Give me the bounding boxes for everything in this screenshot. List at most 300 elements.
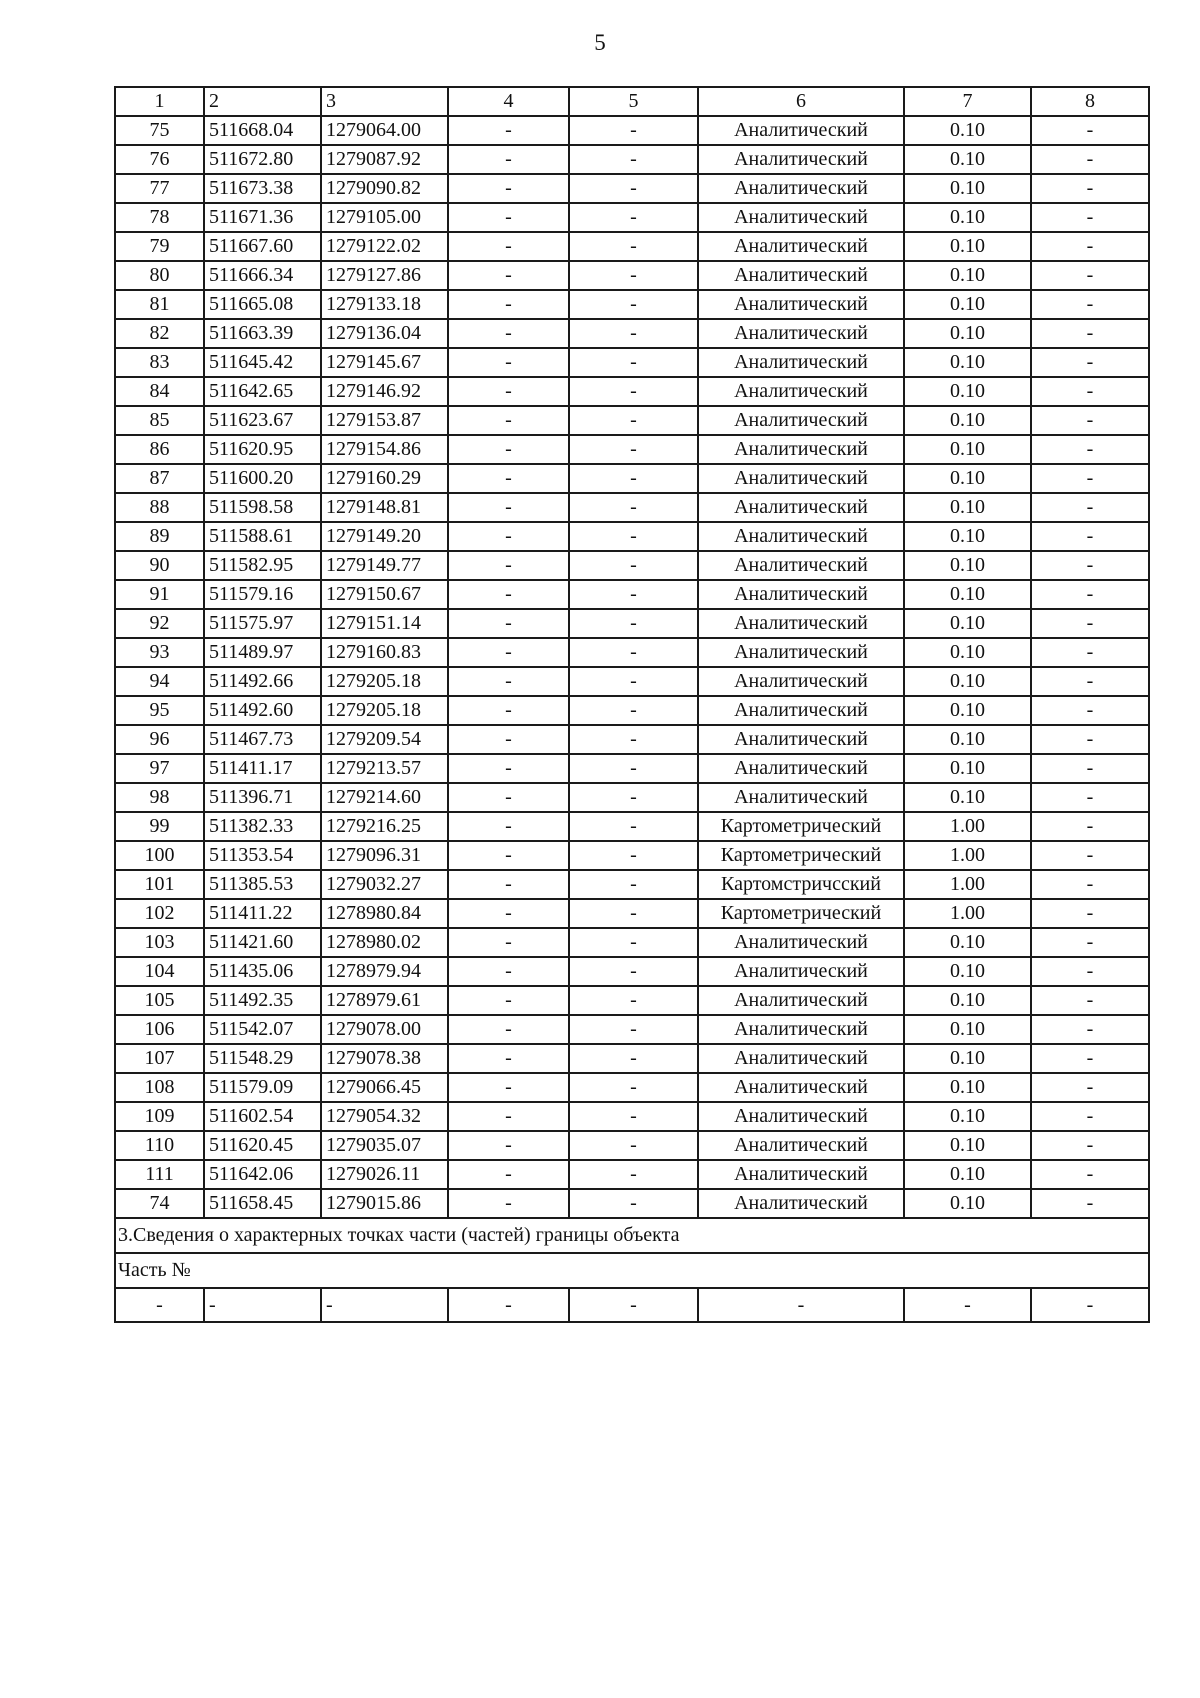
table-cell-col-8: - <box>1031 783 1149 812</box>
table-cell-col-4: - <box>448 522 569 551</box>
table-cell-col-3: 1279151.14 <box>321 609 448 638</box>
table-cell-col-1: 74 <box>115 1189 204 1218</box>
table-cell-col-8: - <box>1031 435 1149 464</box>
table-cell-col-2: 511353.54 <box>204 841 321 870</box>
table-cell-col-4: - <box>448 957 569 986</box>
table-cell-col-7: 0.10 <box>904 290 1031 319</box>
table-cell-col-5: - <box>569 1015 698 1044</box>
table-cell-col-6: Аналитический <box>698 783 904 812</box>
table-cell-col-7: 0.10 <box>904 232 1031 261</box>
table-cell-col-6: Аналитический <box>698 957 904 986</box>
table-row <box>115 638 1149 667</box>
table-row <box>115 551 1149 580</box>
table-row <box>115 464 1149 493</box>
table-cell-col-7: - <box>904 1288 1031 1322</box>
table-row <box>115 812 1149 841</box>
table-cell-col-1: 87 <box>115 464 204 493</box>
table-cell-col-4: - <box>448 116 569 145</box>
table-cell-col-3: 1279148.81 <box>321 493 448 522</box>
table-cell-col-1: 106 <box>115 1015 204 1044</box>
table-row <box>115 145 1149 174</box>
table-cell-col-7: 0.10 <box>904 1189 1031 1218</box>
table-cell-col-1: 101 <box>115 870 204 899</box>
table-cell-col-8: - <box>1031 812 1149 841</box>
table-cell-col-8: - <box>1031 290 1149 319</box>
table-cell-col-7: 0.10 <box>904 464 1031 493</box>
table-cell-col-1: 75 <box>115 116 204 145</box>
table-cell-col-3: 1279096.31 <box>321 841 448 870</box>
table-cell-col-2: 511598.58 <box>204 493 321 522</box>
table-cell-col-5: - <box>569 783 698 812</box>
empty-part-row <box>115 1288 1149 1322</box>
table-cell-col-2: 511666.34 <box>204 261 321 290</box>
table-row <box>115 232 1149 261</box>
table-cell-col-4: - <box>448 464 569 493</box>
table-cell-col-7: 0.10 <box>904 1102 1031 1131</box>
table-cell-col-7: 0.10 <box>904 1015 1031 1044</box>
table-cell-col-7: 0.10 <box>904 725 1031 754</box>
table-cell-col-6: Аналитический <box>698 754 904 783</box>
table-cell-col-6: Аналитический <box>698 1102 904 1131</box>
table-cell-col-2: 511642.65 <box>204 377 321 406</box>
table-cell-col-2: 511658.45 <box>204 1189 321 1218</box>
table-cell-col-3: 1279154.86 <box>321 435 448 464</box>
table-cell-col-2: - <box>204 1288 321 1322</box>
table-cell-col-5: - <box>569 1102 698 1131</box>
table-cell-col-7: 1.00 <box>904 841 1031 870</box>
table-cell-col-2: 511672.80 <box>204 145 321 174</box>
table-row <box>115 319 1149 348</box>
table-cell-col-5: - <box>569 232 698 261</box>
table-cell-col-1: 96 <box>115 725 204 754</box>
table-row <box>115 1189 1149 1218</box>
table-cell-col-7: 0.10 <box>904 957 1031 986</box>
table-cell-col-3: 1279160.83 <box>321 638 448 667</box>
table-cell-col-5: - <box>569 261 698 290</box>
table-cell-col-5: - <box>569 551 698 580</box>
table-cell-col-6: Аналитический <box>698 1160 904 1189</box>
table-cell-col-3: 3 <box>321 87 448 116</box>
table-cell-col-5: - <box>569 1131 698 1160</box>
table-cell-col-7: 0.10 <box>904 203 1031 232</box>
table-row <box>115 435 1149 464</box>
table-cell-col-5: - <box>569 957 698 986</box>
table-cell-col-6: Аналитический <box>698 928 904 957</box>
table-cell-col-3: 1279133.18 <box>321 290 448 319</box>
table-row <box>115 667 1149 696</box>
table-cell-col-1: 88 <box>115 493 204 522</box>
table-cell-col-3: 1279149.77 <box>321 551 448 580</box>
table-cell-col-7: 0.10 <box>904 493 1031 522</box>
table-row <box>115 116 1149 145</box>
table-cell-col-5: - <box>569 522 698 551</box>
table-row <box>115 725 1149 754</box>
table-cell-col-7: 0.10 <box>904 377 1031 406</box>
table-cell-col-5: - <box>569 928 698 957</box>
table-cell-col-4: - <box>448 1073 569 1102</box>
table-cell-col-5: - <box>569 1073 698 1102</box>
table-cell-col-5: - <box>569 580 698 609</box>
table-cell-col-1: 86 <box>115 435 204 464</box>
table-cell-col-2: 511435.06 <box>204 957 321 986</box>
table-cell-col-4: - <box>448 551 569 580</box>
boundary-points-table <box>114 86 1150 1323</box>
table-cell-col-3: 1279160.29 <box>321 464 448 493</box>
table-cell-col-1: 78 <box>115 203 204 232</box>
table-cell-col-1: 83 <box>115 348 204 377</box>
table-cell-col-1: 105 <box>115 986 204 1015</box>
table-cell-col-1: 80 <box>115 261 204 290</box>
table-cell-col-7: 1.00 <box>904 899 1031 928</box>
table-cell-col-7: 0.10 <box>904 435 1031 464</box>
table-row <box>115 754 1149 783</box>
table-cell-col-4: - <box>448 174 569 203</box>
table-cell-col-1: 79 <box>115 232 204 261</box>
table-cell-col-7: 0.10 <box>904 116 1031 145</box>
table-cell-col-6: Аналитический <box>698 1131 904 1160</box>
table-cell-col-6: Аналитический <box>698 667 904 696</box>
table-cell-col-3: 1279015.86 <box>321 1189 448 1218</box>
section-title-row <box>115 1218 1149 1253</box>
table-cell-col-8: - <box>1031 145 1149 174</box>
table-cell-col-4: - <box>448 203 569 232</box>
table-cell-col-7: 0.10 <box>904 174 1031 203</box>
table-cell-col-3: 1279087.92 <box>321 145 448 174</box>
table-cell-col-3: 1279066.45 <box>321 1073 448 1102</box>
table-cell-col-6: Аналитический <box>698 319 904 348</box>
table-cell-col-2: 511671.36 <box>204 203 321 232</box>
table-cell-col-1: 81 <box>115 290 204 319</box>
table-cell-col-5: - <box>569 1189 698 1218</box>
table-cell-col-3: 1279149.20 <box>321 522 448 551</box>
table-cell-col-6: Аналитический <box>698 145 904 174</box>
table-cell-col-6: Аналитический <box>698 464 904 493</box>
table-cell-col-5: - <box>569 435 698 464</box>
table-cell-col-7: 0.10 <box>904 667 1031 696</box>
table-cell-col-7: 0.10 <box>904 986 1031 1015</box>
table-cell-col-4: - <box>448 1131 569 1160</box>
table-cell-col-5: - <box>569 116 698 145</box>
table-cell-col-5: - <box>569 667 698 696</box>
table-cell-col-2: 511588.61 <box>204 522 321 551</box>
table-cell-col-6: Аналитический <box>698 406 904 435</box>
table-cell-col-7: 0.10 <box>904 522 1031 551</box>
table-row <box>115 1102 1149 1131</box>
table-cell-col-5: - <box>569 493 698 522</box>
table-row <box>115 841 1149 870</box>
table-cell-col-4: - <box>448 319 569 348</box>
table-cell-col-7: 0.10 <box>904 638 1031 667</box>
table-cell-col-8: - <box>1031 580 1149 609</box>
table-cell-col-5: - <box>569 638 698 667</box>
table-cell-col-1: 97 <box>115 754 204 783</box>
table-cell-col-3: 1279136.04 <box>321 319 448 348</box>
table-cell-col-2: 511579.16 <box>204 580 321 609</box>
table-cell-col-4: - <box>448 580 569 609</box>
table-cell-col-8: - <box>1031 1102 1149 1131</box>
table-header-row <box>115 87 1149 116</box>
table-cell-col-3: 1278979.61 <box>321 986 448 1015</box>
table-cell-col-1: 76 <box>115 145 204 174</box>
table-cell-col-3: 1279205.18 <box>321 696 448 725</box>
table-cell-col-1: 107 <box>115 1044 204 1073</box>
table-cell-col-2: 511396.71 <box>204 783 321 812</box>
table-cell-col-1: - <box>115 1288 204 1322</box>
table-cell-col-2: 511542.07 <box>204 1015 321 1044</box>
table-cell-col-3: 1279216.25 <box>321 812 448 841</box>
table-cell-col-2: 511620.45 <box>204 1131 321 1160</box>
table-cell-col-7: 0.10 <box>904 1044 1031 1073</box>
table-cell-col-2: 511623.67 <box>204 406 321 435</box>
table-cell-col-5: - <box>569 696 698 725</box>
table-cell-col-6: Аналитический <box>698 696 904 725</box>
table-cell-col-6: Аналитический <box>698 348 904 377</box>
table-cell-col-2: 511467.73 <box>204 725 321 754</box>
table-cell-col-5: - <box>569 899 698 928</box>
table-cell-col-2: 511579.09 <box>204 1073 321 1102</box>
table-cell-col-5: - <box>569 377 698 406</box>
table-cell-col-2: 2 <box>204 87 321 116</box>
table-cell-col-8: - <box>1031 464 1149 493</box>
table-cell-col-8: - <box>1031 174 1149 203</box>
table-cell-col-7: 0.10 <box>904 928 1031 957</box>
table-cell-col-5: - <box>569 145 698 174</box>
table-row <box>115 261 1149 290</box>
table-cell-col-8: - <box>1031 899 1149 928</box>
table-row <box>115 493 1149 522</box>
table-cell-col-8: - <box>1031 406 1149 435</box>
table-cell-col-6: Аналитический <box>698 232 904 261</box>
table-cell-col-5: - <box>569 348 698 377</box>
table-cell-col-4: - <box>448 609 569 638</box>
table-cell-col-5: - <box>569 754 698 783</box>
table-cell-col-4: - <box>448 870 569 899</box>
table-cell-col-3: 1279153.87 <box>321 406 448 435</box>
table-cell-col-4: - <box>448 638 569 667</box>
table-cell-col-8: - <box>1031 232 1149 261</box>
table-cell-col-2: 511582.95 <box>204 551 321 580</box>
table-cell-col-5: - <box>569 203 698 232</box>
table-cell-col-4: - <box>448 1015 569 1044</box>
table-cell-col-2: 511665.08 <box>204 290 321 319</box>
table-cell-col-1: 94 <box>115 667 204 696</box>
table-cell-col-2: 511421.60 <box>204 928 321 957</box>
table-row <box>115 1073 1149 1102</box>
table-cell-col-4: - <box>448 261 569 290</box>
table-cell-col-2: 511411.17 <box>204 754 321 783</box>
table-cell-col-4: - <box>448 1044 569 1073</box>
table-cell-col-7: 0.10 <box>904 319 1031 348</box>
table-cell-col-8: - <box>1031 203 1149 232</box>
table-cell-col-2: 511600.20 <box>204 464 321 493</box>
table-cell-col-4: - <box>448 493 569 522</box>
table-cell-col-6: Аналитический <box>698 638 904 667</box>
table-cell-col-4: - <box>448 1160 569 1189</box>
table-cell-col-7: 0.10 <box>904 754 1031 783</box>
table-cell-col-6: Аналитический <box>698 551 904 580</box>
table-row <box>115 783 1149 812</box>
table-cell-col-4: - <box>448 783 569 812</box>
table-cell-col-8: - <box>1031 1044 1149 1073</box>
table-cell-col-2: 511645.42 <box>204 348 321 377</box>
table-row <box>115 174 1149 203</box>
table-cell-col-6: Аналитический <box>698 493 904 522</box>
table-cell-col-2: 511642.06 <box>204 1160 321 1189</box>
table-cell-col-7: 0.10 <box>904 609 1031 638</box>
table-cell-col-4: - <box>448 812 569 841</box>
table-cell-col-2: 511548.29 <box>204 1044 321 1073</box>
table-cell-col-5: - <box>569 290 698 319</box>
table-cell-col-1: 77 <box>115 174 204 203</box>
table-row <box>115 870 1149 899</box>
table-cell-col-1: 111 <box>115 1160 204 1189</box>
table-row <box>115 899 1149 928</box>
table-cell-col-5: - <box>569 841 698 870</box>
table-cell-col-8: - <box>1031 1288 1149 1322</box>
table-cell-col-2: 511382.33 <box>204 812 321 841</box>
table-cell-col-1: 90 <box>115 551 204 580</box>
table-cell-col-7: 0.10 <box>904 696 1031 725</box>
table-cell-col-6: Аналитический <box>698 522 904 551</box>
table-cell-col-4: - <box>448 725 569 754</box>
table-cell-col-8: - <box>1031 725 1149 754</box>
table-cell-col-8: - <box>1031 522 1149 551</box>
table-cell-col-3: 1279078.00 <box>321 1015 448 1044</box>
table-cell-col-5: - <box>569 464 698 493</box>
table-cell-col-4: - <box>448 754 569 783</box>
table-cell-col-4: - <box>448 928 569 957</box>
table-cell-col-8: - <box>1031 551 1149 580</box>
table-cell-col-1: 85 <box>115 406 204 435</box>
table-cell-col-8: - <box>1031 957 1149 986</box>
table-cell-col-6: Аналитический <box>698 1073 904 1102</box>
table-cell-col-2: 511602.54 <box>204 1102 321 1131</box>
table-cell-col-4: - <box>448 1288 569 1322</box>
table-cell-col-5: - <box>569 986 698 1015</box>
table-cell-col-7: 0.10 <box>904 145 1031 174</box>
table-cell-col-1: 110 <box>115 1131 204 1160</box>
table-cell-col-1: 92 <box>115 609 204 638</box>
table-row <box>115 348 1149 377</box>
table-cell-col-8: - <box>1031 348 1149 377</box>
table-row <box>115 928 1149 957</box>
table-cell-col-6: Аналитический <box>698 580 904 609</box>
table-cell-col-3: 1279035.07 <box>321 1131 448 1160</box>
table-cell-col-7: 7 <box>904 87 1031 116</box>
table-cell-col-1: 102 <box>115 899 204 928</box>
table-cell-col-5: - <box>569 1288 698 1322</box>
table-row <box>115 580 1149 609</box>
table-cell-col-1: 91 <box>115 580 204 609</box>
table-cell-col-6: Картометрический <box>698 812 904 841</box>
table-row <box>115 522 1149 551</box>
table-cell-col-3: 1278980.02 <box>321 928 448 957</box>
table-cell-col-6: Аналитический <box>698 435 904 464</box>
table-body <box>115 87 1149 1322</box>
table-cell-col-8: - <box>1031 754 1149 783</box>
table-cell-col-5: - <box>569 812 698 841</box>
table-cell-col-3: 1279105.00 <box>321 203 448 232</box>
table-cell-col-3: 1279064.00 <box>321 116 448 145</box>
table-cell-col-7: 0.10 <box>904 261 1031 290</box>
table-cell-col-5: - <box>569 725 698 754</box>
table-cell-col-7: 1.00 <box>904 812 1031 841</box>
table-row <box>115 1160 1149 1189</box>
table-cell-col-8: - <box>1031 1073 1149 1102</box>
table-cell-col-3: 1279213.57 <box>321 754 448 783</box>
table-cell-col-3: 1279054.32 <box>321 1102 448 1131</box>
table-cell-col-1: 109 <box>115 1102 204 1131</box>
table-cell-col-3: 1278979.94 <box>321 957 448 986</box>
table-cell-col-2: 511667.60 <box>204 232 321 261</box>
table-cell-col-1: 104 <box>115 957 204 986</box>
table-cell-col-2: 511673.38 <box>204 174 321 203</box>
table-cell-col-7: 0.10 <box>904 551 1031 580</box>
table-cell-col-8: - <box>1031 870 1149 899</box>
table-cell-col-1: 98 <box>115 783 204 812</box>
table-cell-col-5: - <box>569 406 698 435</box>
table-cell-col-4: - <box>448 1189 569 1218</box>
table-cell-col-8: - <box>1031 377 1149 406</box>
table-cell-col-5: - <box>569 319 698 348</box>
table-cell-col-4: - <box>448 377 569 406</box>
table-cell-col-8: 8 <box>1031 87 1149 116</box>
table-row <box>115 696 1149 725</box>
table-cell-col-1: 108 <box>115 1073 204 1102</box>
table-cell-col-6: - <box>698 1288 904 1322</box>
table-cell-col-3: 1279205.18 <box>321 667 448 696</box>
table-cell-col-8: - <box>1031 696 1149 725</box>
table-cell-col-6: Аналитический <box>698 290 904 319</box>
table-cell-col-5: - <box>569 609 698 638</box>
table-cell-col-3: 1279090.82 <box>321 174 448 203</box>
table-cell-col-4: - <box>448 841 569 870</box>
table-cell-col-7: 0.10 <box>904 1160 1031 1189</box>
table-cell-col-3: 1279078.38 <box>321 1044 448 1073</box>
table-cell-col-4: - <box>448 899 569 928</box>
table-cell-col-6: Аналитический <box>698 1044 904 1073</box>
table-row <box>115 609 1149 638</box>
table-cell-col-2: 511575.97 <box>204 609 321 638</box>
part-number-row <box>115 1253 1149 1288</box>
table-cell-col-1: 93 <box>115 638 204 667</box>
table-row <box>115 290 1149 319</box>
table-cell-col-4: 4 <box>448 87 569 116</box>
table-cell-col-4: - <box>448 667 569 696</box>
table-cell-col-7: 0.10 <box>904 348 1031 377</box>
table-cell-col-8: - <box>1031 116 1149 145</box>
table-cell-col-6: Аналитический <box>698 377 904 406</box>
table-cell-col-5: - <box>569 1044 698 1073</box>
table-cell-col-5: - <box>569 174 698 203</box>
table-cell-col-8: - <box>1031 1189 1149 1218</box>
table-cell-col-6: Картомстричсский <box>698 870 904 899</box>
table-cell-col-8: - <box>1031 1015 1149 1044</box>
table-cell-col-5: 5 <box>569 87 698 116</box>
table-cell-col-4: - <box>448 986 569 1015</box>
table-row <box>115 377 1149 406</box>
table-cell-col-2: 511668.04 <box>204 116 321 145</box>
table-cell-col-2: 511411.22 <box>204 899 321 928</box>
table-cell-col-6: Аналитический <box>698 609 904 638</box>
table-row <box>115 406 1149 435</box>
table-cell-col-7: 0.10 <box>904 1131 1031 1160</box>
table-cell-col-8: - <box>1031 261 1149 290</box>
table-cell-col-4: - <box>448 290 569 319</box>
table-cell-col-4: - <box>448 435 569 464</box>
table-cell-col-2: 511492.66 <box>204 667 321 696</box>
table-cell-col-5: - <box>569 870 698 899</box>
